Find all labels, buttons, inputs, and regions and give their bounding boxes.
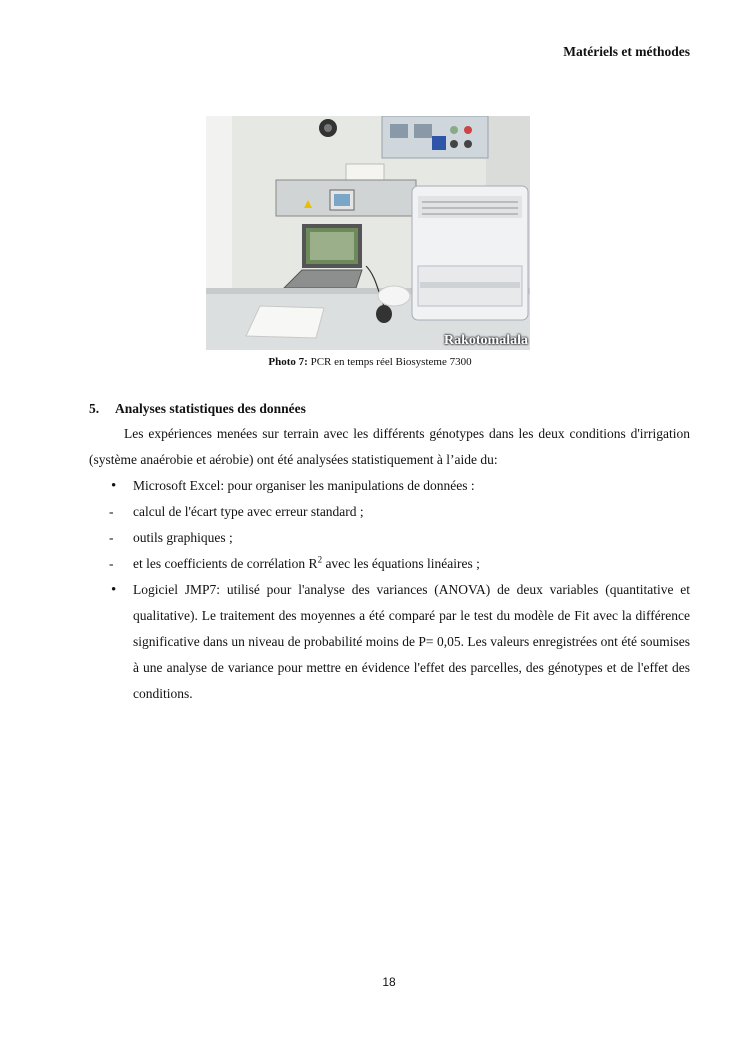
bullet-marker: • xyxy=(111,582,117,598)
section-heading xyxy=(89,401,306,417)
section-title: Analyses statistiques des données xyxy=(115,401,306,416)
dash-marker: - xyxy=(109,556,114,571)
list-item-text: calcul de l'écart type avec erreur standard ; xyxy=(133,504,364,519)
list-item xyxy=(89,473,690,499)
list-item xyxy=(89,499,690,525)
superscript: 2 xyxy=(317,554,323,565)
dash-marker: - xyxy=(109,530,114,545)
list-item-text: Microsoft Excel: pour organiser les manipulations de données : xyxy=(133,478,475,493)
caption-label: Photo 7: xyxy=(268,356,308,368)
photo-illustration xyxy=(206,116,530,350)
intro-paragraph: Les expériences menées sur terrain avec les différents génotypes dans les deux conditions d'irrigation (système anaérobie et aérobie) ont été analysées statistiquement à l’aide du: xyxy=(89,426,690,467)
text-before-superscript: et les coefficients de corrélation R xyxy=(133,556,318,571)
dash-marker: - xyxy=(109,504,114,519)
section-number: 5. xyxy=(89,401,100,416)
caption-text: PCR en temps réel Biosysteme 7300 xyxy=(310,356,472,368)
list-item-text: Logiciel JMP7: utilisé pour l'analyse des variances (ANOVA) de deux variables (quantitative et qualitative). Le traitement des moyennes a été comparé par le test du modèle de Fit avec la différence significative dans un niveau de probabilité moins de P= 0,05. Les valeurs enregistrées ont été soumises à une analyse de variance pour mettre en évidence l'effet des parcelles, des génotypes et de l'effet des conditions. xyxy=(133,582,690,701)
methods-list xyxy=(89,473,690,707)
photo-caption xyxy=(0,356,740,368)
bullet-marker: • xyxy=(111,478,117,494)
list-item xyxy=(89,577,690,707)
list-item xyxy=(89,525,690,551)
text-after-superscript: avec les équations linéaires ; xyxy=(322,556,480,571)
photo-credit: Rakotomalala xyxy=(444,333,528,348)
list-item-text: outils graphiques ; xyxy=(133,530,233,545)
page-number: 18 xyxy=(382,975,396,989)
list-item xyxy=(89,551,690,577)
page-header-title: Matériels et méthodes xyxy=(563,44,690,59)
list-item-text xyxy=(133,556,480,571)
pcr-machine-photo xyxy=(206,116,530,350)
